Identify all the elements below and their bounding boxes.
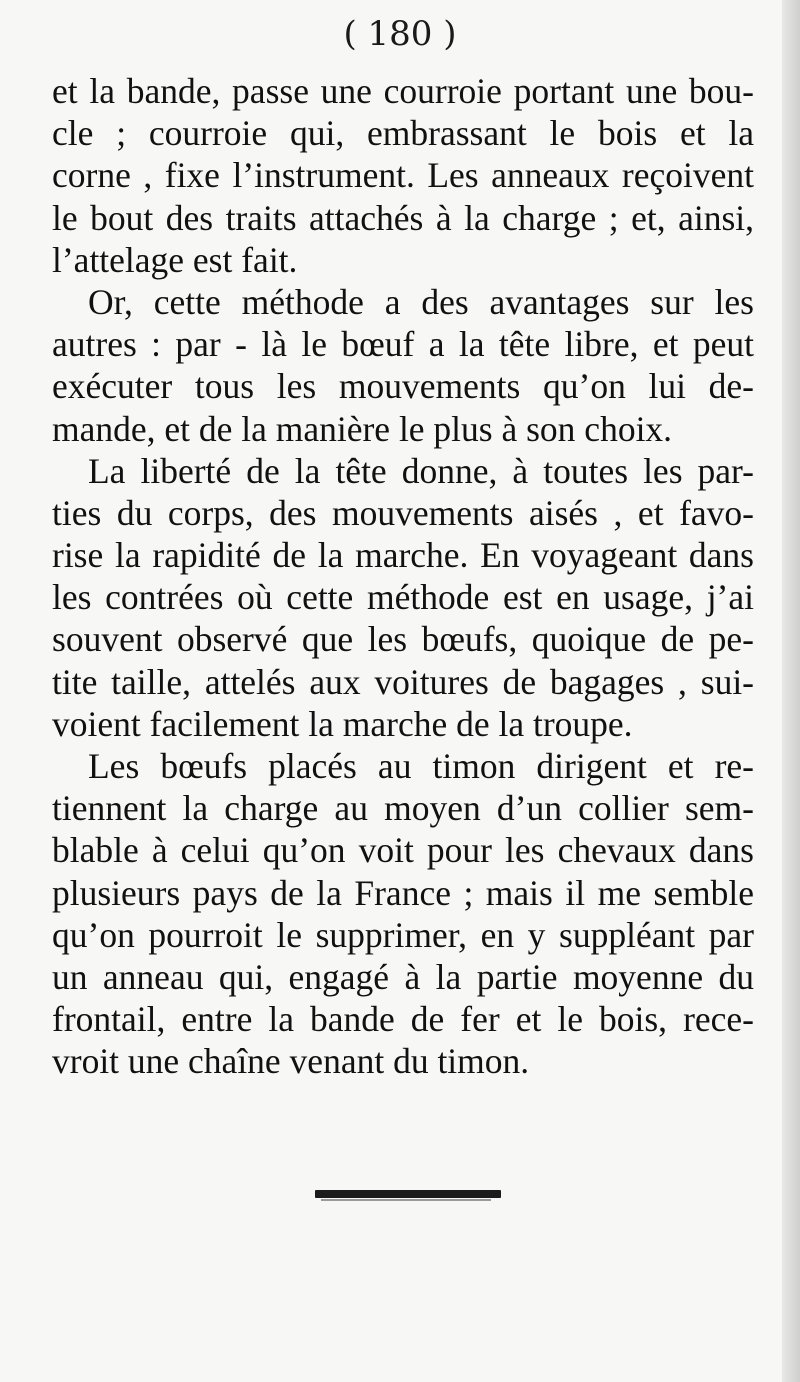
text-line: un anneau qui, engagé à la partie moyenne du <box>52 956 754 997</box>
text-line: ties du corps, des mouvements aisés , et favo- <box>52 492 754 533</box>
text-line: plusieurs pays de la France ; mais il me semble <box>52 872 754 913</box>
page-edge <box>782 0 800 1382</box>
text-line: La liberté de la tête donne, à toutes les par- <box>88 450 754 491</box>
text-line: frontail, entre la bande de fer et le bois, rece- <box>52 999 754 1040</box>
text-line: exécuter tous les mouvements qu’on lui de- <box>52 366 754 407</box>
text-line: voient facilement la marche de la troupe. <box>52 703 633 744</box>
text-line: cle ; courroie qui, embrassant le bois et la <box>52 113 754 154</box>
text-line: le bout des traits attachés à la charge ; et, ainsi, <box>52 197 754 238</box>
text-line: blable à celui qu’on voit pour les chevaux dans <box>52 830 754 871</box>
text-line: Les bœufs placés au timon dirigent et re- <box>88 746 754 786</box>
text-line: les contrées où cette méthode est en usage, j’ai <box>52 577 754 618</box>
text-line: vroit une chaîne venant du timon. <box>52 1041 530 1082</box>
text-line: et la bande, passe une courroie portant une bou- <box>52 71 754 111</box>
text-line: tiennent la charge au moyen d’un collier sem- <box>52 788 754 829</box>
paragraph <box>52 70 754 281</box>
paragraph <box>52 450 754 745</box>
body-text <box>52 70 754 1083</box>
text-line: qu’on pourroit le supprimer, en y suppléant par <box>52 914 754 955</box>
text-line: Or, cette méthode a des avantages sur les <box>88 281 754 322</box>
end-rule <box>315 1190 501 1198</box>
text-line: mande, et de la manière le plus à son choix. <box>52 408 673 449</box>
text-line: l’attelage est fait. <box>52 239 298 280</box>
text-line: tite taille, attelés aux voitures de bagages , sui- <box>52 661 754 702</box>
text-line: rise la rapidité de la marche. En voyageant dans <box>52 535 754 576</box>
text-line: autres : par - là le bœuf a la tête libre, et peut <box>52 324 754 365</box>
text-line: corne , fixe l’instrument. Les anneaux reçoivent <box>52 155 754 196</box>
text-line: souvent observé que les bœufs, quoique de pe- <box>52 619 754 660</box>
page-number: ( 180 ) <box>343 14 457 54</box>
paragraph <box>52 745 754 1083</box>
paragraph <box>52 281 754 450</box>
